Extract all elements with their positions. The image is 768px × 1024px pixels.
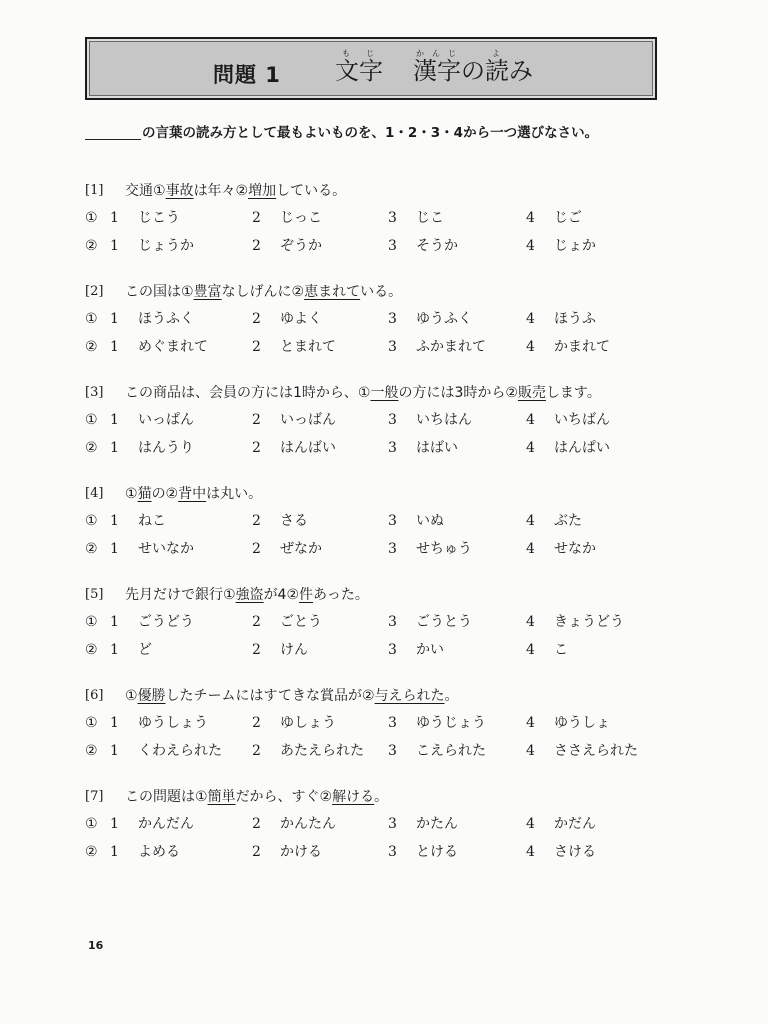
instruction-text: の言葉の読み方として最もよいものを、1・2・3・4から一つ選びなさい。 xyxy=(142,125,599,141)
choice-reading: そうか xyxy=(416,238,458,254)
question-number: [7] xyxy=(85,789,104,804)
underlined-word: 増加 xyxy=(248,183,277,199)
answer-row xyxy=(85,337,685,357)
answer-choice xyxy=(110,713,208,733)
answer-choice xyxy=(252,511,308,531)
choice-reading: はんうり xyxy=(138,440,194,456)
choice-reading: はんぱい xyxy=(554,440,610,456)
answer-row xyxy=(85,438,685,458)
choice-reading: こ xyxy=(554,642,568,658)
answer-choice xyxy=(110,208,180,228)
choice-reading: はんばい xyxy=(280,440,336,456)
answer-choice xyxy=(388,814,458,834)
sentence-segment: ① xyxy=(125,486,138,502)
choice-number: 3 xyxy=(388,715,397,731)
choice-number: 1 xyxy=(110,642,119,658)
choice-reading: あたえられた xyxy=(280,743,364,759)
choice-reading: いちはん xyxy=(416,412,472,428)
answer-row xyxy=(85,236,685,256)
answer-choice xyxy=(252,640,308,660)
answer-choice xyxy=(110,511,166,531)
answer-choice xyxy=(110,337,208,357)
choice-reading: さる xyxy=(280,513,308,529)
item-marker: ① xyxy=(85,715,98,731)
answer-row xyxy=(85,511,685,531)
answer-row xyxy=(85,612,685,632)
choice-reading: ゆうしょう xyxy=(138,715,208,731)
answer-choice xyxy=(252,208,322,228)
answer-choice xyxy=(388,713,486,733)
sentence-segment: いる。 xyxy=(360,284,403,300)
sentence-segment: の② xyxy=(151,486,179,502)
choice-number: 2 xyxy=(252,816,261,832)
sentence-segment: この商品は、会員の方には1時から、① xyxy=(125,385,371,401)
item-marker: ① xyxy=(85,614,98,630)
choice-number: 4 xyxy=(526,844,535,860)
question-block xyxy=(85,282,685,383)
underlined-word: 簡単 xyxy=(207,789,236,805)
choice-number: 1 xyxy=(110,541,119,557)
underlined-word: 販売 xyxy=(517,385,546,401)
choice-number: 3 xyxy=(388,210,397,226)
question-block xyxy=(85,787,685,888)
answer-choice xyxy=(526,713,610,733)
question-text xyxy=(125,787,388,807)
choice-number: 1 xyxy=(110,412,119,428)
page-number: 16 xyxy=(88,939,104,952)
sentence-segment: この問題は① xyxy=(125,789,208,805)
sentence-segment: の方には3時から② xyxy=(398,385,518,401)
answer-choice xyxy=(526,511,582,531)
sentence-segment: 先月だけで銀行① xyxy=(125,587,236,603)
answer-choice xyxy=(252,842,322,862)
underlined-word: 恵まれて xyxy=(304,284,361,300)
answer-choice xyxy=(110,640,152,660)
underlined-word: 一般 xyxy=(370,385,399,401)
choice-number: 2 xyxy=(252,513,261,529)
underlined-word: 強盗 xyxy=(235,587,264,603)
underlined-word: 事故 xyxy=(165,183,194,199)
underlined-word: 解ける xyxy=(332,789,375,805)
answer-choice xyxy=(526,640,568,660)
choice-reading: きょうどう xyxy=(554,614,624,630)
choice-reading: さける xyxy=(554,844,596,860)
choice-number: 4 xyxy=(526,513,535,529)
answer-choice xyxy=(252,337,336,357)
underlined-word: 猫 xyxy=(137,486,152,502)
choice-reading: じょか xyxy=(554,238,596,254)
question-text xyxy=(125,383,601,403)
choice-number: 4 xyxy=(526,238,535,254)
answer-choice xyxy=(526,236,596,256)
question-number: [6] xyxy=(85,688,104,703)
choice-reading: くわえられた xyxy=(138,743,222,759)
choice-number: 1 xyxy=(110,513,119,529)
question-sentence xyxy=(85,484,262,504)
section-subtitle xyxy=(335,49,533,83)
subtitle-word-base: 読 xyxy=(485,57,509,85)
choice-reading: ゆうじょう xyxy=(416,715,486,731)
answer-choice xyxy=(110,539,194,559)
subtitle-okurigana: み xyxy=(509,57,533,85)
choice-reading: よめる xyxy=(138,844,180,860)
subtitle-word-moji xyxy=(335,49,383,83)
question-text xyxy=(125,282,402,302)
choice-reading: ふかまれて xyxy=(416,339,486,355)
answer-choice xyxy=(252,713,336,733)
choice-number: 2 xyxy=(252,311,261,327)
choice-number: 3 xyxy=(388,743,397,759)
sentence-segment: 。 xyxy=(374,789,389,805)
item-marker: ② xyxy=(85,339,98,355)
answer-row xyxy=(85,208,685,228)
choice-number: 3 xyxy=(388,844,397,860)
question-text xyxy=(125,484,262,504)
choice-reading: ほうふく xyxy=(138,311,194,327)
choice-reading: ゆしょう xyxy=(280,715,336,731)
question-number: [5] xyxy=(85,587,104,602)
choice-number: 2 xyxy=(252,614,261,630)
choice-reading: いっばん xyxy=(280,412,336,428)
question-number: [4] xyxy=(85,486,104,501)
choice-number: 3 xyxy=(388,642,397,658)
sentence-segment: 。 xyxy=(444,688,459,704)
question-sentence xyxy=(85,686,459,706)
choice-reading: ゆよく xyxy=(280,311,322,327)
choice-number: 4 xyxy=(526,743,535,759)
answer-choice xyxy=(388,410,472,430)
choice-number: 3 xyxy=(388,541,397,557)
answer-choice xyxy=(252,438,336,458)
answer-choice xyxy=(110,309,194,329)
sentence-segment: は丸い。 xyxy=(206,486,263,502)
question-block xyxy=(85,686,685,787)
furigana: もじ xyxy=(335,49,383,58)
answer-row xyxy=(85,842,685,862)
choice-number: 1 xyxy=(110,339,119,355)
sentence-segment: します。 xyxy=(545,385,601,401)
answer-choice xyxy=(526,337,610,357)
answer-row xyxy=(85,410,685,430)
question-number: [3] xyxy=(85,385,104,400)
answer-choice xyxy=(388,438,458,458)
answer-choice xyxy=(110,438,194,458)
answer-choice xyxy=(388,640,444,660)
answer-choice xyxy=(526,410,610,430)
choice-reading: じご xyxy=(554,210,582,226)
section-header-box xyxy=(85,37,657,100)
question-block xyxy=(85,181,685,282)
choice-reading: かまれて xyxy=(554,339,610,355)
answer-row xyxy=(85,539,685,559)
question-block xyxy=(85,484,685,585)
choice-number: 2 xyxy=(252,715,261,731)
choice-number: 4 xyxy=(526,614,535,630)
furigana: よ xyxy=(485,49,509,58)
sentence-segment: だから、すぐ② xyxy=(235,789,333,805)
choice-reading: じこう xyxy=(138,210,180,226)
answer-choice xyxy=(252,410,336,430)
item-marker: ② xyxy=(85,642,98,658)
answer-choice xyxy=(388,337,486,357)
choice-number: 1 xyxy=(110,816,119,832)
choice-number: 4 xyxy=(526,210,535,226)
choice-reading: せなか xyxy=(554,541,596,557)
choice-reading: ごとう xyxy=(280,614,322,630)
item-marker: ① xyxy=(85,311,98,327)
choice-reading: ぶた xyxy=(554,513,582,529)
answer-row xyxy=(85,309,685,329)
question-sentence xyxy=(85,787,388,807)
choice-number: 4 xyxy=(526,311,535,327)
choice-number: 4 xyxy=(526,715,535,731)
choice-reading: ど xyxy=(138,642,152,658)
choice-reading: ゆうふく xyxy=(416,311,472,327)
choice-reading: ねこ xyxy=(138,513,166,529)
choice-number: 1 xyxy=(110,844,119,860)
choice-reading: ぜなか xyxy=(280,541,322,557)
answer-row xyxy=(85,814,685,834)
choice-number: 2 xyxy=(252,238,261,254)
choice-number: 3 xyxy=(388,816,397,832)
answer-choice xyxy=(388,309,472,329)
choice-number: 3 xyxy=(388,440,397,456)
choice-number: 1 xyxy=(110,440,119,456)
item-marker: ② xyxy=(85,238,98,254)
choice-reading: かたん xyxy=(416,816,458,832)
answer-choice xyxy=(252,539,322,559)
choice-number: 4 xyxy=(526,541,535,557)
answer-choice xyxy=(110,814,194,834)
item-marker: ② xyxy=(85,743,98,759)
answer-choice xyxy=(526,309,596,329)
sentence-segment: ① xyxy=(125,688,138,704)
question-sentence xyxy=(85,585,369,605)
sentence-segment: が4② xyxy=(263,587,300,603)
choice-number: 2 xyxy=(252,210,261,226)
subtitle-word-kanji xyxy=(413,49,461,83)
choice-reading: かだん xyxy=(554,816,596,832)
choice-number: 1 xyxy=(110,743,119,759)
choice-number: 1 xyxy=(110,715,119,731)
choice-reading: めぐまれて xyxy=(138,339,208,355)
answer-choice xyxy=(110,410,194,430)
answer-row xyxy=(85,741,685,761)
choice-reading: かんたん xyxy=(280,816,336,832)
answer-choice xyxy=(526,438,610,458)
sentence-segment: したチームにはすてきな賞品が② xyxy=(165,688,375,704)
choice-number: 3 xyxy=(388,238,397,254)
choice-reading: ごうとう xyxy=(416,614,472,630)
question-sentence xyxy=(85,282,402,302)
answer-choice xyxy=(110,842,180,862)
choice-reading: いちばん xyxy=(554,412,610,428)
choice-reading: せいなか xyxy=(138,541,194,557)
answer-choice xyxy=(110,741,222,761)
choice-reading: ささえられた xyxy=(554,743,638,759)
answer-choice xyxy=(526,741,638,761)
choice-number: 2 xyxy=(252,844,261,860)
subtitle-word-yomi xyxy=(485,49,509,83)
question-text xyxy=(125,686,459,706)
answer-choice xyxy=(388,511,444,531)
sentence-segment: している。 xyxy=(276,183,347,199)
question-number: [1] xyxy=(85,183,104,198)
underline-blank xyxy=(85,125,141,140)
choice-number: 2 xyxy=(252,541,261,557)
question-block xyxy=(85,383,685,484)
underlined-word: 優勝 xyxy=(137,688,166,704)
subtitle-particle: の xyxy=(461,57,485,85)
answer-choice xyxy=(526,842,596,862)
choice-reading: とける xyxy=(416,844,458,860)
sentence-segment: あった。 xyxy=(313,587,369,603)
answer-choice xyxy=(388,236,458,256)
underlined-word: 与えられた xyxy=(374,688,445,704)
underlined-word: 背中 xyxy=(178,486,207,502)
section-title: 問題 1 xyxy=(213,63,281,87)
question-sentence xyxy=(85,383,601,403)
answer-row xyxy=(85,713,685,733)
choice-number: 1 xyxy=(110,238,119,254)
instruction-line xyxy=(85,123,598,143)
choice-reading: ぞうか xyxy=(280,238,322,254)
answer-choice xyxy=(252,236,322,256)
question-block xyxy=(85,585,685,686)
answer-choice xyxy=(526,208,582,228)
choice-reading: こえられた xyxy=(416,743,486,759)
choice-reading: じっこ xyxy=(280,210,322,226)
choice-reading: ごうどう xyxy=(138,614,194,630)
choice-number: 3 xyxy=(388,614,397,630)
choice-number: 1 xyxy=(110,614,119,630)
choice-reading: かける xyxy=(280,844,322,860)
choice-number: 2 xyxy=(252,440,261,456)
choice-reading: ほうふ xyxy=(554,311,596,327)
question-text xyxy=(125,181,346,201)
answer-choice xyxy=(388,539,472,559)
answer-choice xyxy=(110,236,194,256)
item-marker: ① xyxy=(85,412,98,428)
answer-choice xyxy=(526,612,624,632)
answer-choice xyxy=(388,842,458,862)
answer-choice xyxy=(252,309,322,329)
question-sentence xyxy=(85,181,346,201)
choice-reading: かんだん xyxy=(138,816,194,832)
choice-number: 3 xyxy=(388,513,397,529)
choice-number: 1 xyxy=(110,210,119,226)
sentence-segment: 交通① xyxy=(125,183,166,199)
item-marker: ② xyxy=(85,541,98,557)
choice-number: 3 xyxy=(388,311,397,327)
choice-number: 2 xyxy=(252,743,261,759)
item-marker: ② xyxy=(85,844,98,860)
choice-number: 4 xyxy=(526,642,535,658)
choice-number: 4 xyxy=(526,440,535,456)
item-marker: ① xyxy=(85,210,98,226)
sentence-segment: この国は① xyxy=(125,284,194,300)
answer-choice xyxy=(388,741,486,761)
choice-reading: けん xyxy=(280,642,308,658)
answer-choice xyxy=(526,814,596,834)
choice-reading: じょうか xyxy=(138,238,194,254)
answer-choice xyxy=(388,208,444,228)
choice-reading: ゆうしょ xyxy=(554,715,610,731)
choice-number: 1 xyxy=(110,311,119,327)
sentence-segment: は年々② xyxy=(193,183,249,199)
item-marker: ① xyxy=(85,816,98,832)
answer-row xyxy=(85,640,685,660)
question-list xyxy=(85,181,685,888)
subtitle-word-base: 漢字 xyxy=(413,57,461,85)
choice-reading: かい xyxy=(416,642,444,658)
sentence-segment: なしげんに② xyxy=(221,284,305,300)
choice-number: 4 xyxy=(526,339,535,355)
choice-reading: いぬ xyxy=(416,513,444,529)
answer-choice xyxy=(388,612,472,632)
choice-reading: はばい xyxy=(416,440,458,456)
answer-choice xyxy=(526,539,596,559)
choice-number: 2 xyxy=(252,642,261,658)
choice-number: 2 xyxy=(252,412,261,428)
choice-number: 4 xyxy=(526,816,535,832)
answer-choice xyxy=(252,814,336,834)
underlined-word: 件 xyxy=(299,587,314,603)
answer-choice xyxy=(252,612,322,632)
choice-reading: じこ xyxy=(416,210,444,226)
answer-choice xyxy=(252,741,364,761)
answer-choice xyxy=(110,612,194,632)
subtitle-word-base: 文字 xyxy=(335,57,383,85)
item-marker: ② xyxy=(85,440,98,456)
choice-reading: せちゅう xyxy=(416,541,472,557)
furigana: かんじ xyxy=(413,49,461,58)
question-number: [2] xyxy=(85,284,104,299)
question-text xyxy=(125,585,369,605)
choice-number: 4 xyxy=(526,412,535,428)
choice-number: 3 xyxy=(388,412,397,428)
choice-reading: いっぱん xyxy=(138,412,194,428)
underlined-word: 豊富 xyxy=(193,284,222,300)
choice-reading: とまれて xyxy=(280,339,336,355)
choice-number: 2 xyxy=(252,339,261,355)
item-marker: ① xyxy=(85,513,98,529)
choice-number: 3 xyxy=(388,339,397,355)
